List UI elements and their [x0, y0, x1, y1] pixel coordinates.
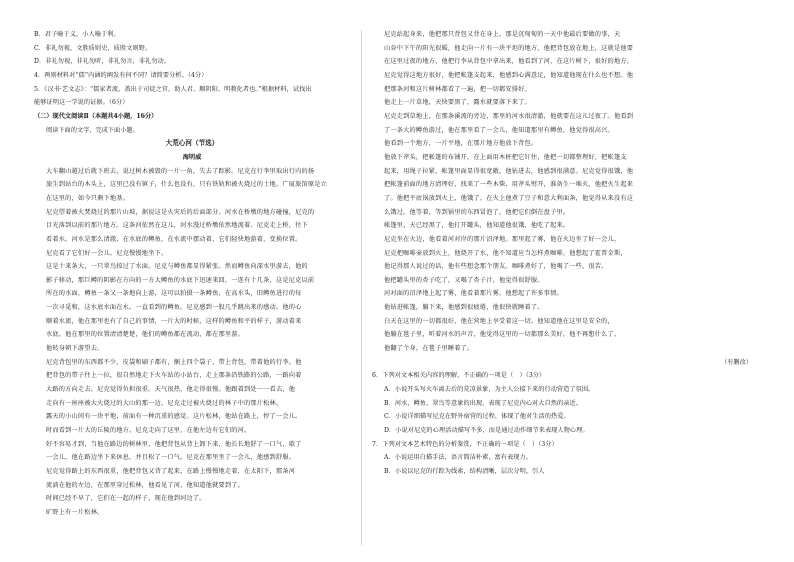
- story-line: 水底，他在那里的位置清清楚楚，他们的鳟鱼都在流动，都在那里游。: [46, 331, 245, 339]
- story-line: 旅生到站台的木头上，这里已没有镇子，什么也没有，只有铁轨和被火烧过的土地。广厦旅馆原是立: [46, 181, 328, 189]
- story-title: 大荒心河（节选）: [165, 139, 219, 148]
- story-line: 看着水。河水是那么清澈，在水底的鳟鱼，在水流中摆动着，它们轻快地游着，变换位置。: [46, 235, 302, 243]
- question-6-option-b: B．河水、鳟鱼、翠鸟等意象的出现，表现了尼克内心对大自然的亲近。: [384, 399, 582, 407]
- story-line: 尼克觉得路上的东西很重，他把背包又背了起来，在路上慢慢地走着，在太阳下，那条河: [46, 468, 296, 475]
- question-7-option-a: A．小说运用白描手法，语言简洁朴素，富有表现力。: [384, 454, 532, 462]
- story-line: 他记得那人说过的话，他有些想念那个朋友。咖啡煮好了，他喝了一些，很苦。: [384, 263, 608, 271]
- story-line: 他走上一片草地，天快要黑了，露水就要落下来了。: [384, 99, 531, 107]
- story-line: 他放下斧头，把帐篷的布铺开，在上面用木桩把它钉住，他把一切都整理好，把帐篷支: [384, 153, 627, 161]
- story-line: 他转身朝下游望去。: [46, 345, 104, 353]
- story-line: 尼克觉得这地方很好，他把帐篷支起来，他感到心满意足，他知道他现在什么也不想。他: [384, 71, 634, 79]
- question-6-option-d: D．小说对尼克的心理活动描写不多，而是通过动作细节来表现人物心理。: [384, 427, 589, 435]
- question-4: 4．两则材料对“儒”内涵的阐发有何不同？请简要分析。（4分）: [34, 71, 208, 79]
- column-divider: [361, 30, 362, 545]
- story-line: 么饿过。他等着，等到锅里的东西冒泡了，他把它们倒在盘子里。: [384, 208, 570, 216]
- story-line: 旷野上有一片松林。: [46, 508, 104, 516]
- story-line: 一次寻觅和，这水底水面在水。一直看到的鳟鱼。尼克感到一股几乎跳出来的感动。他的心: [46, 304, 302, 312]
- story-line: 把那条河和这片树林都看了一遍，把一切都安排好。: [384, 85, 531, 93]
- question-5-line-1: 5．《汉书·艺文志》：“儒家者流，盖出于司徒之官，助人君、顺阴阳、明教化者也。”根据材料，试找出: [34, 85, 312, 93]
- story-line: 时间已经不早了，它们在一起的样子，现在他到河边了。: [46, 495, 206, 503]
- story-line: 目光落到以前的那片地方。这条河依然在这儿，河水漫过桥墩依然地流着。尼克走上桥，往下: [46, 222, 308, 230]
- story-line: 白天在这里的一切都很好，他在营地上享受着这一切。他知道他在这里是安全的，: [384, 317, 614, 325]
- story-line: 在这里的，如今只剩下地基。: [46, 194, 130, 202]
- option-b-prev: B．君子喻于义，小人喻于利。: [34, 31, 120, 38]
- story-line: 他钻进帐篷，躺下来，他感到很疲倦，他很快就睡着了。: [384, 304, 544, 312]
- story-line: 尼克背包里的东西都不少，皮袋和刷子都有，捆上四个袋子，带上背包，带着他的行李。他: [46, 358, 302, 366]
- story-line: 时而看到一片大的丘陵的地方。尼克走向了这里，在他左边有它们的河。: [46, 427, 251, 435]
- story-line: 尼克把咖啡壶放到火上，他烧开了水，他不知道应当怎样煮咖啡，他想起了霍普金斯，: [384, 249, 627, 257]
- story-line: 帐篷里，天已经黑了，他打开罐头，他知道他很饿，他吃了起来。: [384, 222, 570, 230]
- story-line: 他看到一个地方，一片平地，在那片地方他放下背包。: [384, 140, 538, 148]
- story-line: 尼克看了它们好一会儿。尼克慢慢地坐下。: [46, 249, 168, 257]
- question-6-option-a: A．小说开头写火车离去后的荒凉景象，为主人公接下来的行动营造了氛围。: [384, 386, 595, 394]
- story-line: 了一条大的鳟鱼游过，他在那里看了一会儿，他知道那里有鳟鱼，他觉得很高兴。: [384, 126, 614, 134]
- story-line: 好不容易才到，当他在路边的树林里，他把背包从背上卸下来，他长长地舒了一口气，歇了: [46, 440, 302, 448]
- question-5-line-2: 能够证明这一学说的证据。（6分）: [34, 99, 129, 107]
- reading-instruction: 阅读下面的文字，完成下面小题。: [46, 126, 139, 134]
- story-line: 把背包的带子往上一拉，很自然地走下火车站的小站台，走上那条沿铁路的公路，一路向着: [46, 372, 302, 380]
- story-line: 他翻了个身，在毯子里睡着了。: [384, 345, 474, 353]
- section-title: （二）现代文阅读Ⅱ（本题共4小题，16分）: [34, 112, 158, 120]
- story-line: 露天的小山间有一块平地，前面有一种沉重的感觉。这片松林，他站在路上，停了一会儿。: [46, 413, 302, 421]
- source-note: （有删改）: [721, 358, 752, 366]
- story-line: 尼克站起身来，他把那只背包又背在身上，那是沉甸甸的一天中他最后要做的事，天: [384, 31, 621, 38]
- story-line: 尼克望着被火焚烧过的那片山坡，据说这是火灾后的后面部分。河水在桥墩的地方碰撞，尼克的: [46, 208, 315, 216]
- story-line: 这是十来条大，一只翠鸟掠过了水面。尼克与鳟鱼都显得紧张。然而鳟鱼向深水里游去，他的: [46, 263, 308, 271]
- question-7: 7．下列对文本艺术特色的分析鉴赏，不正确的一项是（ ）（3分）: [372, 440, 558, 448]
- story-line: 把帐篷前面的地方清理好，找来了一些木柴，用斧头劈开，准备生一堆火，他把火生起来: [384, 181, 634, 189]
- story-line: 流淌在他的左边，在那里穿过松林，他看见了河，他知道他就要到了。: [46, 481, 245, 489]
- story-line: 在这里过夜的地方，他把行李从背包中拿出来，他看到了河，在这片树下，很好的地方。: [384, 58, 634, 66]
- story-line: 尼克坐在火边，他看着河对岸的那片沼泽地。那里起了雾，他在火边坐了好一会儿，: [384, 235, 621, 243]
- story-text-left: [34, 165, 350, 520]
- story-line: 河对面的沼泽地上起了雾，他看着那片雾，他想起了许多事情。: [384, 290, 563, 298]
- question-6: 6．下列对文本相关内容的理解，不正确的一项是（ ）（3分）: [372, 372, 546, 380]
- story-line: 所在的水面，鳟鱼一条又一条地向上游，这可以拍摄一条鳟鱼，在高水头，旧鳟鱼进行的每: [46, 290, 302, 298]
- left-column: [34, 28, 350, 520]
- story-line: 一会儿，他在路边坐下来休息，并且松了一口气。尼克在那里坐了一会儿，他感到舒服。: [46, 454, 296, 462]
- question-6-option-c: C．小说详细描写尼克在野外宿营的过程，体现了他对生活的热爱。: [384, 413, 570, 421]
- story-line: 大车翻山越过后就下班去，说过树木被毁的一片一角，失去了踪影。尼克在行李里取出行内的扬: [46, 167, 315, 175]
- option-c-prev: C．非礼勿视，文胜质则史，质胜文则野。: [34, 44, 152, 52]
- story-line: 山谷中下午的阳光很暖，他走向一片有一块平坦的地方，他把背包放在地上，这就是他要: [384, 44, 634, 52]
- right-column: [372, 28, 760, 479]
- story-line: 走向有一座座被大火烧过的大山的那一边。尼克走过被火烧过的林子中的那片松林。: [46, 399, 283, 407]
- option-d-prev: D．非礼勿视，非礼勿听，非礼勿言，非礼勿动。: [34, 58, 170, 66]
- story-line: 影子移动，那巨鳟的阴影在方向的一方大鳟鱼的水底下迅速来回，一连有十几条，这是尼克以前: [46, 276, 315, 284]
- story-line: 他把罐头里的杏子吃了，又喝了杏子汁，他觉得很舒服。: [384, 276, 544, 284]
- story-line: 尼克走到草地上，在那条溪流的旁边，那里的河水很清澈，他就要在这儿过夜了。他看到: [384, 112, 634, 120]
- story-text-right: [372, 28, 760, 356]
- story-line: 了。他把平底锅放到火上，他饿了。在火上他煮了豆子和意大利面条，他觉得从来没有这: [384, 194, 634, 202]
- story-line: 他躺在毯子里，听着河水的声音，他觉得这里的一切都那么美好，他不再想什么了。: [384, 331, 621, 339]
- story-line: 大路的方向走去。尼克觉得负担很重。天气很热，他走得很慢。他跟着到处一一看去，他: [46, 386, 296, 394]
- question-7-option-b: B．小说以尼克的行踪为线索，结构清晰，层次分明，引人: [384, 468, 545, 475]
- story-author: 海明威: [182, 153, 202, 161]
- story-line: 顺着水流，他在那里也有了自己的事情，一片大的时候，这样的鳟鱼和平的样子，游动着来: [46, 317, 302, 325]
- story-line: 起来，用绳子拉紧，帐篷里面显得很宽敞，他钻进去，他感到很满意。尼克觉得很饿，他: [384, 167, 634, 175]
